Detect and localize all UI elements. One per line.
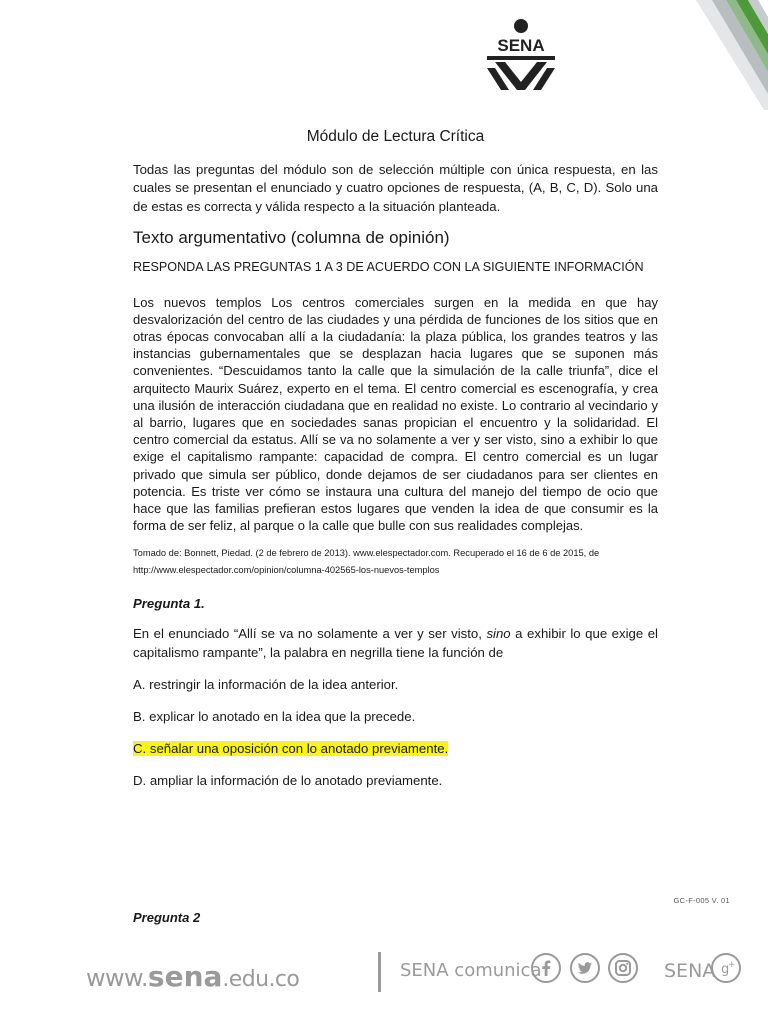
option-b-text: B. explicar lo anotado en la idea que la precede. — [133, 709, 416, 725]
section-heading: Texto argumentativo (columna de opinión) — [133, 228, 450, 248]
option-c[interactable] — [133, 740, 658, 772]
stem-after: a exhibir lo que exige el capitalismo rampante”, la palabra en negrilla tiene la función de — [133, 626, 658, 660]
page-title: Módulo de Lectura Crítica — [306, 128, 485, 145]
page-footer — [0, 948, 768, 1000]
instagram-icon[interactable] — [608, 953, 638, 983]
url-prefix: www. — [86, 964, 148, 992]
option-b[interactable] — [133, 708, 658, 740]
stem-emphasis: sino — [486, 626, 511, 641]
document-code: GC-F-005 V. 01 — [673, 896, 730, 905]
url-brand: sena — [147, 960, 223, 993]
source-citation: Tomado de: Bonnett, Piedad. (2 de febrero de 2013). www.elespectador.com. Recuperado el 16 de 6 de 2015, de http://www.elespectador.com/opinion/columna-402565-los-nuevos-templos — [133, 548, 600, 576]
sena-logo — [483, 18, 559, 94]
twitter-icon[interactable] — [570, 953, 600, 983]
option-a-text: A. restringir la información de la idea anterior. — [133, 677, 399, 693]
url-suffix: .edu.co — [222, 967, 300, 992]
svg-text:SENA: SENA — [497, 36, 545, 55]
document-body — [133, 128, 658, 804]
svg-text:g: g — [721, 962, 730, 977]
stem-before: En el enunciado “Allí se va no solamente a ver y ser visto, — [133, 626, 487, 641]
instruction-text: RESPONDA LAS PREGUNTAS 1 A 3 DE ACUERDO CON LA SIGUIENTE INFORMACIÓN — [133, 259, 644, 274]
corner-stripes — [568, 0, 768, 110]
google-plus-icon[interactable] — [711, 953, 741, 983]
footer-divider — [378, 952, 381, 992]
option-d-text: D. ampliar la información de lo anotado previamente. — [133, 773, 443, 789]
question-2-label: Pregunta 2 — [133, 910, 201, 925]
option-c-text-highlighted: C. señalar una oposición con lo anotado previamente. — [133, 741, 449, 757]
intro-paragraph: Todas las preguntas del módulo son de selección múltiple con única respuesta, en las cuales se presentan el enunciado y cuatro opciones de respuesta, (A, B, C, D). Solo una de estas es correcta y válida respecto a la situación planteada. — [133, 161, 658, 214]
reading-passage: Los nuevos templos Los centros comerciales surgen en la medida en que hay desvalorización del centro de las ciudades y una pérdida de funciones de los sitios que en otras épocas convocaban allí a la ciudadanía: la plaza pública, los grandes teatros y las instancias gubernamentales que se desplazan hacia lugares que se suponen más convenientes. “Descuidamos tanto la calle que la simulación de la calle triunfa”, dice el arquitecto Maurix Suárez, experto en el tema. El centro comercial es escenografía, y crea una ilusión de interacción ciudadana que en realidad no existe. Lo contrario al vecindario y al barrio, lugares que en sociedades sanas propician el encuentro y la solidaridad. El centro comercial da estatus. Allí se va no solamente a ver y ser visto, sino a exhibir lo que exige el capitalismo rampante: capacidad de compra. El centro comercial es un lugar privado que simula ser público, donde dejamos de ser ciudadanos para ser clientes en potencia. Es triste ver cómo se instaura una cultura del manejo del tiempo de ocio que hace que las familias prefieran estos lugares que venden la idea de que consumir es la forma de ser feliz, al parque o la calle que bulle con sus realidades complejas. — [133, 294, 658, 534]
question-1-label: Pregunta 1. — [133, 596, 205, 612]
option-d[interactable] — [133, 772, 658, 804]
website-link[interactable] — [86, 960, 299, 993]
option-a[interactable] — [133, 676, 658, 708]
svg-text:+: + — [728, 960, 736, 970]
facebook-icon[interactable] — [531, 953, 561, 983]
question-1-stem — [133, 625, 658, 662]
sena-label: SENA — [664, 960, 716, 982]
sena-comunica-label: SENA comunica — [400, 960, 542, 981]
